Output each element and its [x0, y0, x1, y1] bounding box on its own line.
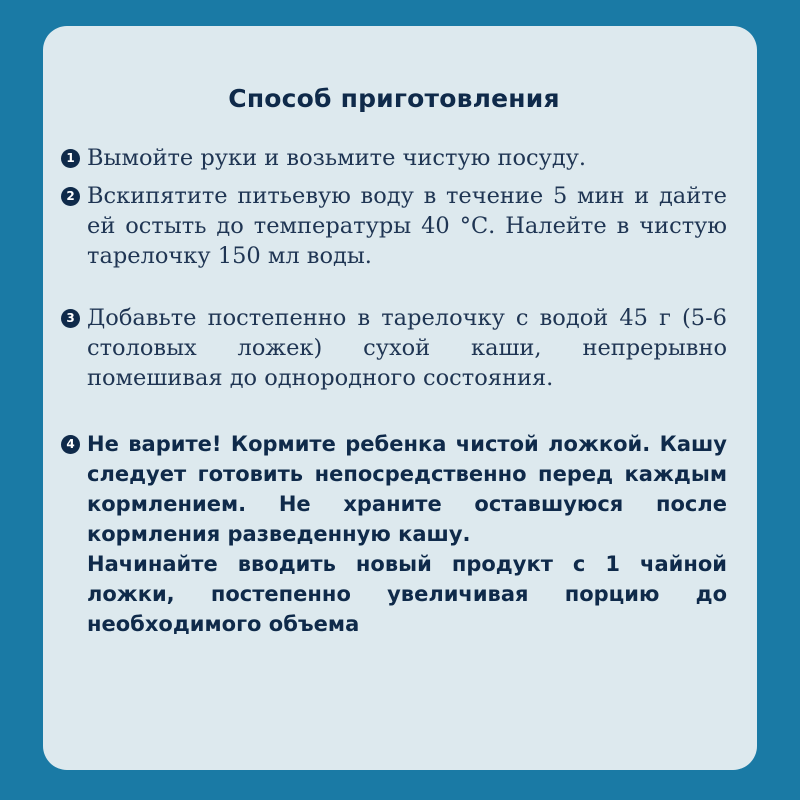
step-2-text: Вскипятите питьевую воду в течение 5 мин и дайте ей остыть до температуры 40 °С. Налейте в чистую тарелочку 150 мл воды.: [87, 183, 727, 269]
step-number-1-icon: 1: [61, 149, 80, 168]
step-3: [61, 303, 727, 393]
step-number-3-icon: 3: [61, 309, 80, 328]
page-title: Способ приготовления: [228, 84, 560, 113]
step-4-content: [87, 429, 727, 639]
step-2: [61, 181, 727, 271]
step-4-text: Не варите! Кормите ребенка чистой ложкой. Кашу следует готовить непосредственно перед каждым кормлением. Не храните оставшуюся после кормления разведенную кашу.: [87, 432, 727, 546]
step-4: [61, 429, 727, 639]
step-number-2-icon: 2: [61, 187, 80, 206]
instruction-card: [43, 26, 757, 770]
step-1-text: Вымойте руки и возьмите чистую посуду.: [87, 145, 587, 171]
step-1: [61, 143, 727, 173]
step-3-text: Добавьте постепенно в тарелочку с водой 45 г (5-6 столовых ложек) сухой каши, непрерывно помешивая до однородного состояния.: [87, 305, 727, 391]
step-4-text-continued: Начинайте вводить новый продукт с 1 чайной ложки, постепенно увеличивая порцию до необходимого объема: [87, 552, 727, 636]
step-number-4-icon: 4: [61, 435, 80, 454]
